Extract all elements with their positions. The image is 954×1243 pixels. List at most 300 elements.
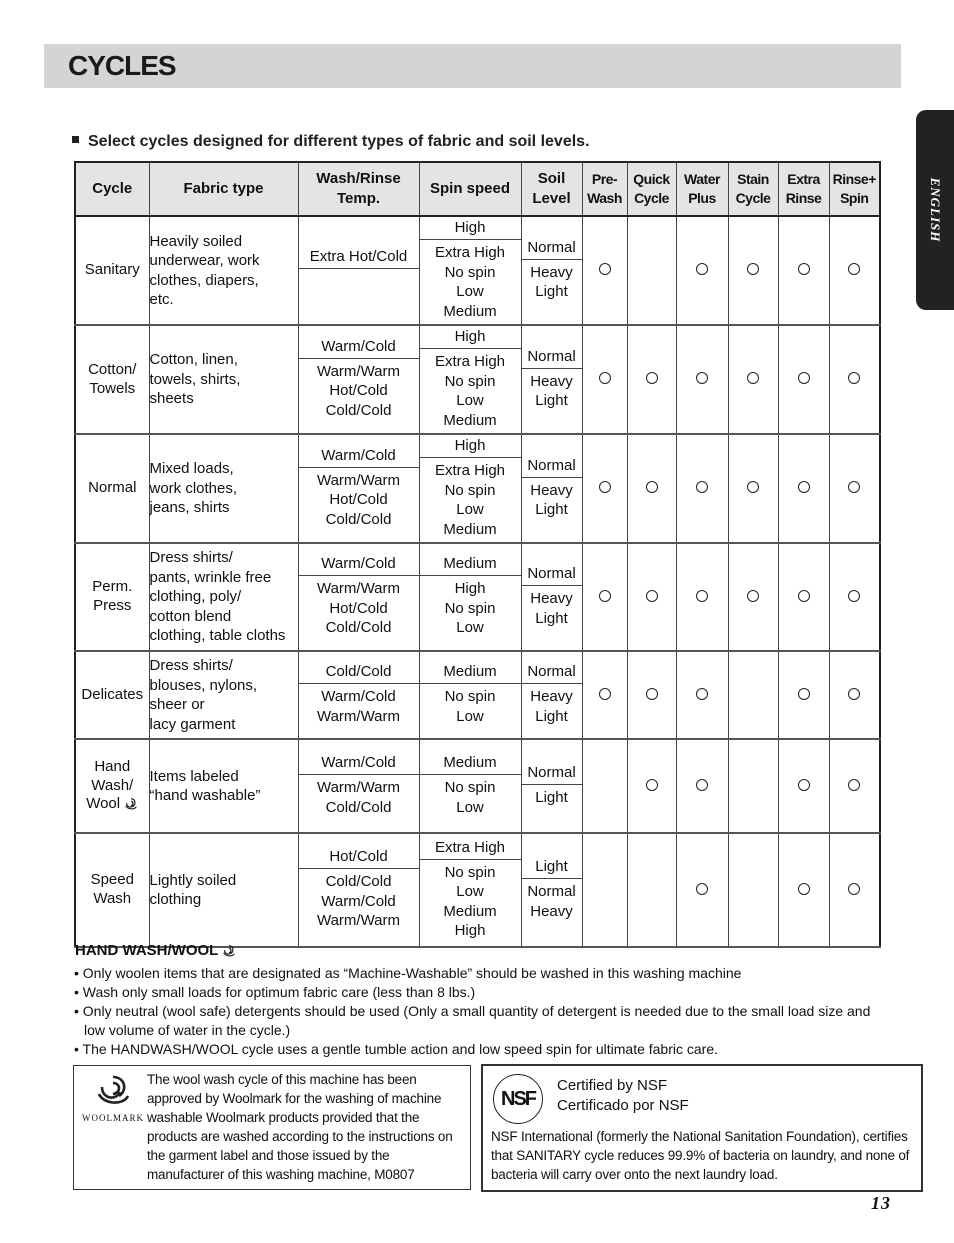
option-cell [778,543,829,651]
soil-level-default: Normal [522,661,582,684]
soil-level-default: Normal [522,455,582,478]
nsf-logo-text: NSF [501,1088,535,1110]
option-cell [829,216,880,325]
table-body [75,216,880,947]
bullet-text: Only neutral (wool safe) detergents should be used (Only a small quantity of detergent is needed due to the small load size and low volume of water in the cycle.) [82,1003,871,1038]
option-cell [627,739,676,833]
option-cell [728,651,778,739]
text-line: Cotton/ [88,360,137,378]
bullet-item [74,1002,894,1040]
column-header [149,162,298,216]
text-line: Towels [89,379,136,397]
spin-speed [419,543,521,651]
text-line: Low [456,619,484,637]
available-circle-icon [848,779,860,791]
text-line: Cold/Cold [325,510,392,528]
table-row [75,739,880,833]
soil-level-options [522,478,582,523]
text-line: Light [535,501,568,518]
text-line: Speed [90,871,134,889]
option-cell [582,325,627,434]
bullet-dot-icon: • [74,1041,83,1057]
option-cell [778,739,829,833]
woolmark-logo [80,1074,146,1123]
text-line: Dress shirts/ [149,657,233,674]
text-line: Warm/Warm [316,707,401,725]
text-line: Hot/Cold [329,382,388,400]
bullet-item [74,1040,894,1059]
nsf-logo [493,1074,543,1124]
soil-level-default: Normal [522,563,582,586]
bullet-dot-icon: • [74,965,83,981]
woolmark-logo-icon [95,1074,131,1106]
text-line: Cycle [634,190,669,206]
soil-level-options [522,684,582,729]
text-line: Cotton, linen, [149,351,238,369]
available-circle-icon [798,481,810,493]
spin-speed-options [420,349,521,433]
text-line: No spin [444,688,496,705]
text-line: Light [535,392,568,409]
available-circle-icon [696,372,708,384]
bullet-text: The HANDWASH/WOOL cycle uses a gentle tumble action and low speed spin for ultimate fabric care. [82,1041,719,1057]
text-line: Warm/Cold [321,892,396,910]
fabric-type [149,833,298,947]
wash-rinse-temp-default: Warm/Cold [299,336,419,359]
wash-rinse-temp-default: Hot/Cold [299,846,419,869]
option-cell [728,739,778,833]
spin-speed-options [420,775,521,820]
wash-rinse-temp [298,434,419,543]
column-header [829,162,880,216]
nsf-certification [557,1076,689,1116]
cycle-name [75,434,149,543]
option-cell [676,833,728,947]
fabric-type [149,739,298,833]
available-circle-icon [646,481,658,493]
option-cell [778,651,829,739]
text-line: Low [456,392,484,409]
text-line: clothes, diapers, [149,271,259,289]
text-line: Items labeled [149,767,239,785]
available-circle-icon [696,590,708,602]
text-line: No spin [444,863,496,881]
option-cell [728,216,778,325]
text-line: pants, wrinkle free [149,568,272,586]
available-circle-icon [798,779,810,791]
option-cell [829,543,880,651]
text-line: Extra High [434,462,506,479]
text-line: Medium [443,902,497,920]
fabric-type [149,651,298,739]
text-line: Heavy [530,902,573,920]
option-cell [778,833,829,947]
text-line: Extra High [434,244,506,261]
table-row [75,434,880,543]
option-cell [627,434,676,543]
spin-speed-default: High [420,217,521,240]
text-line: Medium [443,411,497,429]
available-circle-icon [646,779,658,791]
text-line: Light [535,788,568,806]
bullet-text: Wash only small loads for optimum fabric care (less than 8 lbs.) [82,984,476,1000]
available-circle-icon [646,372,658,384]
text-line: Extra High [434,353,506,370]
text-line: Low [456,798,484,816]
available-circle-icon [696,883,708,895]
column-header [582,162,627,216]
text-line: lacy garment [149,715,236,733]
text-line: Wash [587,190,622,206]
soil-level [521,325,582,434]
text-line: Heavy [530,590,573,607]
available-circle-icon [696,779,708,791]
text-line: Press [93,597,132,614]
option-cell [829,651,880,739]
text-line: Low [456,283,484,300]
option-cell [627,543,676,651]
text-line: Heavily soiled [149,232,243,250]
option-cell [676,325,728,434]
woolmark-icon [124,797,138,811]
text-line: Plus [688,190,716,206]
column-header [627,162,676,216]
available-circle-icon [848,372,860,384]
soil-level [521,434,582,543]
text-line: Hand [94,757,131,775]
text-line: Sanitary [84,261,140,279]
option-cell [728,434,778,543]
fabric-type [149,543,298,651]
spin-speed-options [420,458,521,542]
option-cell [676,543,728,651]
text-line: Low [456,707,484,725]
text-line: Extra [787,171,820,188]
spin-speed-default: Medium [420,553,521,576]
text-line: Warm/Warm [316,912,401,930]
option-cell [829,833,880,947]
text-line: Warm/Warm [316,779,401,796]
text-line: Quick [633,171,670,188]
text-line: No spin [444,599,496,617]
text-line: Cold/Cold [325,401,392,419]
available-circle-icon [798,372,810,384]
available-circle-icon [848,481,860,493]
soil-level [521,543,582,651]
bullet-dot-icon: • [74,1003,83,1019]
available-circle-icon [696,263,708,275]
available-circle-icon [696,688,708,700]
cycle-name [75,543,149,651]
intro-text [72,133,590,151]
text-line: Medium [443,302,497,320]
option-cell [728,833,778,947]
language-tab [916,110,954,310]
spin-speed-default: High [420,326,521,349]
available-circle-icon [696,481,708,493]
text-line: Normal [88,479,137,497]
spin-speed-options [420,684,521,729]
wash-rinse-temp [298,833,419,947]
page-title: CYCLES [68,50,176,81]
text-segment: Wool [86,795,121,813]
text-line: Pre- [591,171,618,188]
text-line: Lightly soiled [149,871,237,889]
column-header [778,162,829,216]
table-row [75,325,880,434]
wash-rinse-temp-default: Warm/Cold [299,752,419,775]
text-line: Cold/Cold [325,619,392,637]
soil-level [521,833,582,947]
text-line: Light [535,283,568,300]
wash-rinse-temp-options [299,775,419,820]
available-circle-icon [599,590,611,602]
soil-level-options [522,260,582,305]
text-line: Hot/Cold [329,491,388,509]
text-line: Warm/Warm [316,362,401,380]
text-line: Cycle [92,179,133,197]
soil-level-options [522,879,582,924]
option-cell [829,434,880,543]
text-line: Cycle [735,190,771,206]
soil-level-options [522,369,582,414]
text-line: Heavy [530,263,573,281]
wash-rinse-temp-options [299,468,419,533]
column-header [298,162,419,216]
spin-speed-default: Medium [420,752,521,775]
text-line: Temp. [336,190,381,207]
text-line: clothing, poly/ [149,588,242,606]
wash-rinse-temp [298,543,419,651]
option-cell [582,651,627,739]
option-cell [778,325,829,434]
text-line: Wash/Rinse [316,169,401,187]
option-cell [627,833,676,947]
text-line: Wash/ [91,776,134,794]
text-line: Perm. [92,578,133,596]
spin-speed-default: High [420,435,521,458]
available-circle-icon [848,590,860,602]
column-header [419,162,521,216]
text-line: Warm/Warm [316,471,401,489]
spin-speed [419,651,521,739]
nsf-text: NSF International (formerly the National Sanitation Foundation), certifies that SANITARY cycle reduces 99.9% of bacteria on laundry, and none of bacteria will carry over onto the next laundry load. [491,1129,910,1182]
wash-rinse-temp [298,325,419,434]
text-line: High [454,922,486,939]
wash-rinse-temp-default: Extra Hot/Cold [299,246,419,269]
text-line: Spin speed [429,179,511,197]
text-line [76,795,149,814]
text-line: Low [456,501,484,518]
option-cell [676,651,728,739]
text-line: Delicates [81,685,144,703]
soil-level [521,216,582,325]
cycles-table [74,161,881,948]
hand-wash-title-text: HAND WASH/WOOL [75,942,219,959]
available-circle-icon [747,590,759,602]
option-cell [676,434,728,543]
text-line: Rinse [785,190,822,206]
text-line: Wash [93,890,132,907]
text-line: No spin [444,372,496,390]
option-cell [728,325,778,434]
spin-speed [419,325,521,434]
soil-level [521,739,582,833]
text-line: Medium [443,520,497,538]
bullet-text: Only woolen items that are designated as “Machine-Washable” should be washed in this washing machine [82,965,742,981]
text-line: Warm/Warm [316,580,401,598]
soil-level-default: Normal [522,762,582,785]
available-circle-icon [848,263,860,275]
option-cell [728,543,778,651]
available-circle-icon [798,688,810,700]
spin-speed-options [420,576,521,641]
option-cell [582,216,627,325]
text-line: Mixed loads, [149,460,234,478]
bullet-item [74,964,894,983]
wash-rinse-temp [298,739,419,833]
text-line: Cold/Cold [325,873,392,891]
option-cell [582,434,627,543]
text-line: etc. [149,291,174,308]
text-line: Warm/Cold [321,688,396,705]
table-header-row [75,162,880,216]
cycle-name [75,833,149,947]
text-line: Heavy [530,481,573,499]
soil-level [521,651,582,739]
fabric-type [149,325,298,434]
header-bar [44,44,901,88]
option-cell [676,739,728,833]
spin-speed-default: Medium [420,661,521,684]
text-line: No spin [444,481,496,499]
column-header [676,162,728,216]
option-cell [627,651,676,739]
available-circle-icon [848,688,860,700]
text-line: Dress shirts/ [149,549,233,567]
fabric-type [149,434,298,543]
available-circle-icon [848,883,860,895]
available-circle-icon [798,590,810,602]
bullet-item [74,983,894,1002]
column-header [728,162,778,216]
square-bullet-icon [72,136,79,143]
option-cell [676,216,728,325]
option-cell [778,216,829,325]
intro-label: Select cycles designed for different types of fabric and soil levels. [88,133,590,150]
text-line: clothing, table cloths [149,627,286,645]
soil-level-options [522,586,582,631]
wash-rinse-temp-default: Warm/Cold [299,445,419,468]
option-cell [582,739,627,833]
woolmark-text: The wool wash cycle of this machine has been approved by Woolmark for the washing of machine washable Woolmark products provided that the products are washed according to the instructions on the garment label and those issued by the manufacturer of this washing machine, M0807 [147,1072,453,1182]
table-row [75,833,880,947]
text-line: Low [456,883,484,900]
hand-wash-bullets [74,964,894,1059]
text-line: Hot/Cold [329,599,388,617]
soil-level-default: Normal [522,237,582,260]
text-line: sheets [149,390,194,408]
language-tab-label: ENGLISH [928,177,943,243]
text-line: Fabric type [183,179,264,197]
option-cell [778,434,829,543]
table-row [75,543,880,651]
cycle-name [75,651,149,739]
available-circle-icon [747,372,759,384]
text-line: Rinse+ [832,171,876,188]
text-line: blouses, nylons, [149,676,258,694]
woolmark-box [73,1065,471,1190]
soil-level-options [522,785,582,811]
woolmark-logo-label: WOOLMARK [82,1113,144,1123]
column-header [75,162,149,216]
available-circle-icon [599,263,611,275]
text-line: Light [535,609,568,627]
option-cell [829,739,880,833]
available-circle-icon [798,883,810,895]
wash-rinse-temp-options [299,359,419,424]
text-line: No spin [444,263,496,281]
option-cell [829,325,880,434]
text-line: Water [684,171,720,188]
text-line: underwear, work [149,252,260,269]
woolmark-icon [222,944,236,958]
cycle-name [75,325,149,434]
text-line: sheer or [149,696,205,713]
option-cell [627,216,676,325]
nsf-cert-line: Certified by NSF [557,1077,668,1094]
available-circle-icon [599,372,611,384]
bullet-dot-icon: • [74,984,83,1000]
available-circle-icon [599,688,611,700]
spin-speed [419,216,521,325]
text-line: cotton blend [149,607,232,625]
wash-rinse-temp-default: Warm/Cold [299,553,419,576]
spin-speed-options [420,860,521,944]
wash-rinse-temp-default: Cold/Cold [299,661,419,684]
table-row [75,651,880,739]
available-circle-icon [646,590,658,602]
text-line: towels, shirts, [149,370,241,388]
soil-level-default: Normal [522,346,582,369]
wash-rinse-temp-options [299,869,419,934]
spin-speed-default: Extra High [420,837,521,860]
text-line: Heavy [530,688,573,705]
text-line: Spin [840,190,869,206]
option-cell [582,543,627,651]
cycle-name [75,216,149,325]
spin-speed [419,833,521,947]
text-line: Stain [737,171,769,188]
page-number: 13 [871,1193,891,1213]
spin-speed-options [420,240,521,324]
text-line: Heavy [530,372,573,390]
text-line: High [454,580,486,598]
hand-wash-title [75,942,236,959]
available-circle-icon [747,263,759,275]
text-line: Level [532,190,571,207]
available-circle-icon [747,481,759,493]
text-line: clothing [149,891,202,908]
text-line: jeans, shirts [149,499,230,517]
wash-rinse-temp [298,651,419,739]
text-line: work clothes, [149,479,238,497]
text-line: Cold/Cold [325,798,392,816]
wash-rinse-temp-options [299,576,419,641]
available-circle-icon [599,481,611,493]
spin-speed [419,434,521,543]
nsf-box [481,1064,923,1192]
